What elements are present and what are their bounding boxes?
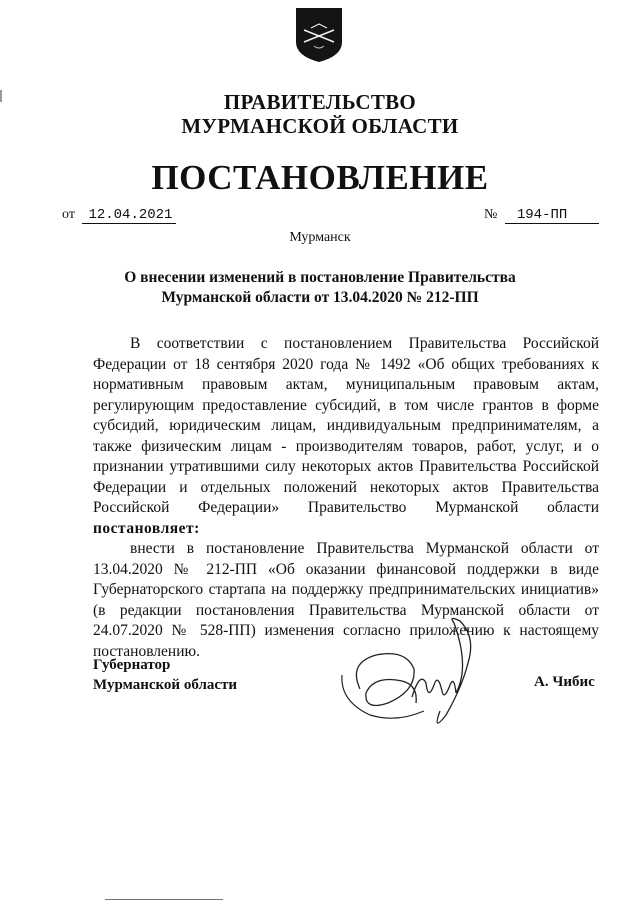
body-paragraph-2: внести в постановление Правительства Мурманской области от 13.04.2020 № 212-ПП «Об оказании финансовой поддержки в виде Губернаторского стартапа на поддержку предпринимательских инициатив» (в редакции постановления Правительства Мурманской области от 24.07.2020 № 528-ПП) изменения согласно приложению к настоящему постановлению. [93, 540, 599, 660]
resolves-keyword: постановляет: [93, 519, 200, 537]
subject-line2: Мурманской области от 13.04.2020 № 212-ПП [161, 289, 479, 306]
org-name-line1: ПРАВИТЕЛЬСТВО [223, 90, 417, 114]
date-prefix: от [62, 207, 75, 222]
signatory-name: А. Чибис [534, 674, 595, 690]
government-header [0, 90, 640, 138]
footer-rule [105, 899, 223, 900]
signatory-position-line2: Мурманской области [93, 677, 238, 693]
number-prefix: № [484, 207, 498, 222]
subject-line1: О внесении изменений в постановление Правительства [124, 269, 516, 286]
document-number: 194-ПП [505, 207, 599, 224]
body-paragraph-1 [93, 334, 599, 539]
org-name-line2: МУРМАНСКОЙ ОБЛАСТИ [181, 114, 459, 138]
document-type-title: ПОСТАНОВЛЕНИЕ [151, 158, 489, 197]
handwritten-signature [336, 615, 516, 735]
signatory-position [93, 655, 237, 695]
signatory-position-line1: Губернатор [93, 657, 171, 673]
coat-of-arms-emblem [294, 6, 344, 64]
body-paragraph-1-text: В соответствии с постановлением Правительства Российской Федерации от 18 сентября 2020 года № 1492 «Об общих требованиях к нормативным правовым актам, муниципальным правовым актам, регулирующим предоставление субсидий, в том числе грантов в форме субсидий, юридическим лицам, индивидуальным предпринимателям, а также физическим лицам - производителям товаров, работ, услуг, и о признании утратившими силу некоторых актов Правительства Российской Федерации и отдельных положений некоторых актов Правительства Российской Федерации» Правительство Мурманской области [93, 335, 599, 516]
document-date: 12.04.2021 [82, 207, 176, 224]
document-date-row [62, 207, 176, 224]
document-subject [0, 268, 640, 308]
document-number-row [484, 207, 599, 224]
city-name: Мурманск [289, 230, 351, 245]
document-body [93, 334, 599, 662]
